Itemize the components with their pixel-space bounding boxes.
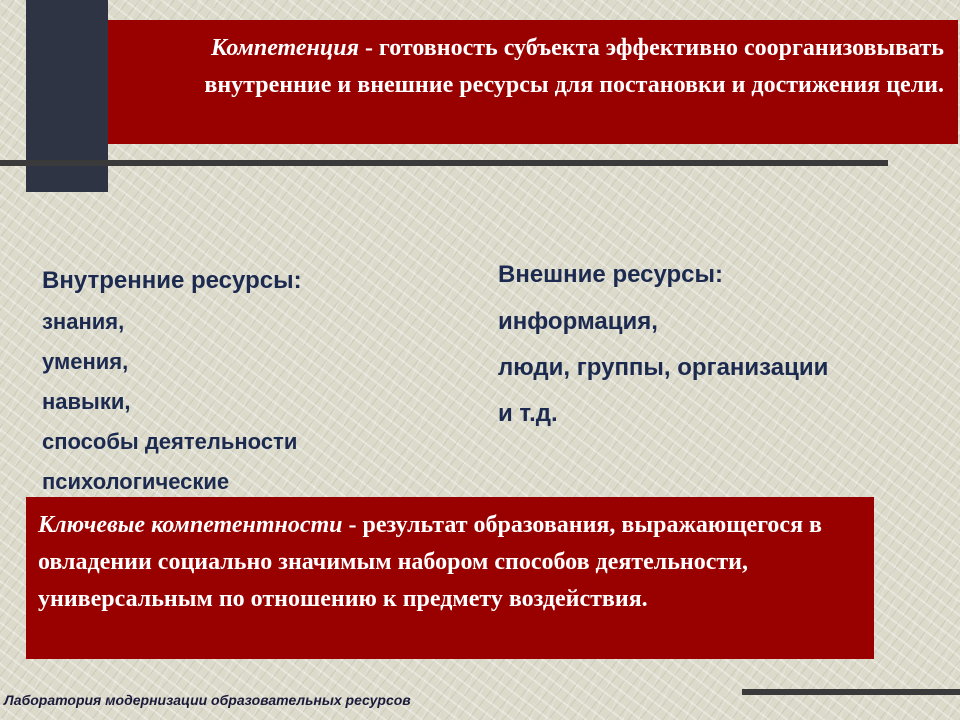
internal-resource-item: психологические bbox=[42, 469, 230, 494]
internal-resource-item: умения, bbox=[42, 349, 129, 374]
decorative-horizontal-line bbox=[0, 160, 888, 166]
definition-text: - готовность субъекта эффективно соорганизовывать внутренние и внешние ресурсы для постановки и достижения цели. bbox=[204, 35, 944, 98]
internal-resource-item: знания, bbox=[42, 309, 125, 334]
definition-banner bbox=[108, 20, 958, 144]
decorative-footer-line bbox=[742, 689, 960, 695]
internal-resources-column bbox=[42, 262, 462, 502]
external-resource-item: и т.д. bbox=[498, 400, 558, 427]
definition-term: Компетенция bbox=[210, 35, 359, 61]
external-resource-item: люди, группы, организации bbox=[498, 354, 829, 381]
external-resources-column bbox=[498, 256, 918, 444]
internal-resources-heading: Внутренние ресурсы: bbox=[42, 267, 302, 294]
external-resource-item: информация, bbox=[498, 308, 658, 335]
footer-caption: Лаборатория модернизации образовательных ресурсов bbox=[4, 692, 411, 708]
internal-resource-item: способы деятельности bbox=[42, 429, 298, 454]
key-competencies-text: - результат образования, выражающегося в овладении социально значимым набором способов деятельности, универсальным по отношению к предмету воздействия. bbox=[38, 512, 823, 612]
key-competencies-banner bbox=[26, 497, 874, 659]
key-competencies-term: Ключевые компетентности bbox=[38, 512, 343, 538]
external-resources-heading: Внешние ресурсы: bbox=[498, 261, 724, 288]
internal-resource-item: навыки, bbox=[42, 389, 131, 414]
